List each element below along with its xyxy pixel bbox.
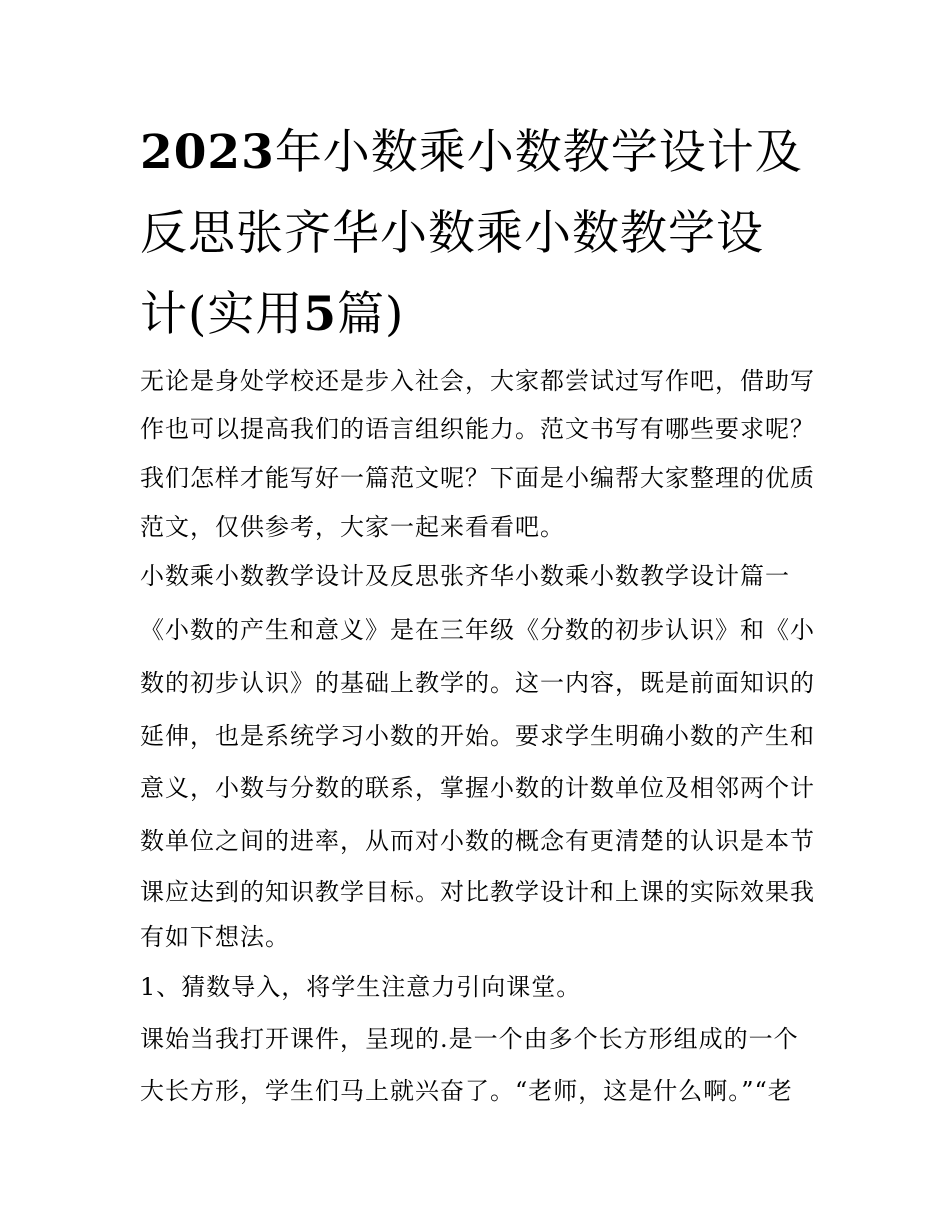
body-line: 数单位之间的进率，从而对小数的概念有更清楚的认识是本节 xyxy=(140,827,815,855)
body-line: 无论是身处学校还是步入社会，大家都尝试过写作吧，借助写 xyxy=(140,367,815,395)
body-line: 作也可以提高我们的语言组织能力。范文书写有哪些要求呢？ xyxy=(140,415,815,443)
body-line: 课应达到的知识教学目标。对比教学设计和上课的实际效果我 xyxy=(140,878,815,906)
body-line: 延伸，也是系统学习小数的开始。要求学生明确小数的产生和 xyxy=(140,722,815,750)
section-heading: 小数乘小数教学设计及反思张齐华小数乘小数教学设计篇一 xyxy=(140,562,790,590)
body-line: 范文，仅供参考，大家一起来看看吧。 xyxy=(140,513,565,541)
title-line-1 xyxy=(140,112,820,193)
body-line: 数的初步认识》的基础上教学的。这一内容，既是前面知识的 xyxy=(140,669,815,697)
title-line-3 xyxy=(140,274,820,355)
body-line: 《小数的产生和意义》是在三年级《分数的初步认识》和《小 xyxy=(140,616,815,644)
body-line: 1、猜数导入，将学生注意力引向课堂。 xyxy=(140,973,582,1001)
title-text: 篇) xyxy=(337,287,405,342)
document-title xyxy=(140,112,820,355)
title-year: 2023 xyxy=(140,125,275,180)
title-line-2 xyxy=(140,193,820,274)
body-line: 大长方形，学生们马上就兴奋了。“老师，这是什么啊。”“老 xyxy=(140,1077,793,1105)
title-text: 计( xyxy=(140,287,208,342)
title-count: 5 xyxy=(303,287,338,342)
body-line: 我们怎样才能写好一篇范文呢？下面是小编帮大家整理的优质 xyxy=(140,464,815,492)
title-text: 反思张齐华小数乘小数教学设 xyxy=(140,206,764,261)
title-text: 实用 xyxy=(207,287,304,342)
body-line: 意义，小数与分数的联系，掌握小数的计数单位及相邻两个计 xyxy=(140,774,815,802)
title-text: 年小数乘小数教学设计及 xyxy=(274,125,803,180)
body-line: 课始当我打开课件，呈现的.是一个由多个长方形组成的一个 xyxy=(140,1025,799,1053)
body-line: 有如下想法。 xyxy=(140,923,290,951)
